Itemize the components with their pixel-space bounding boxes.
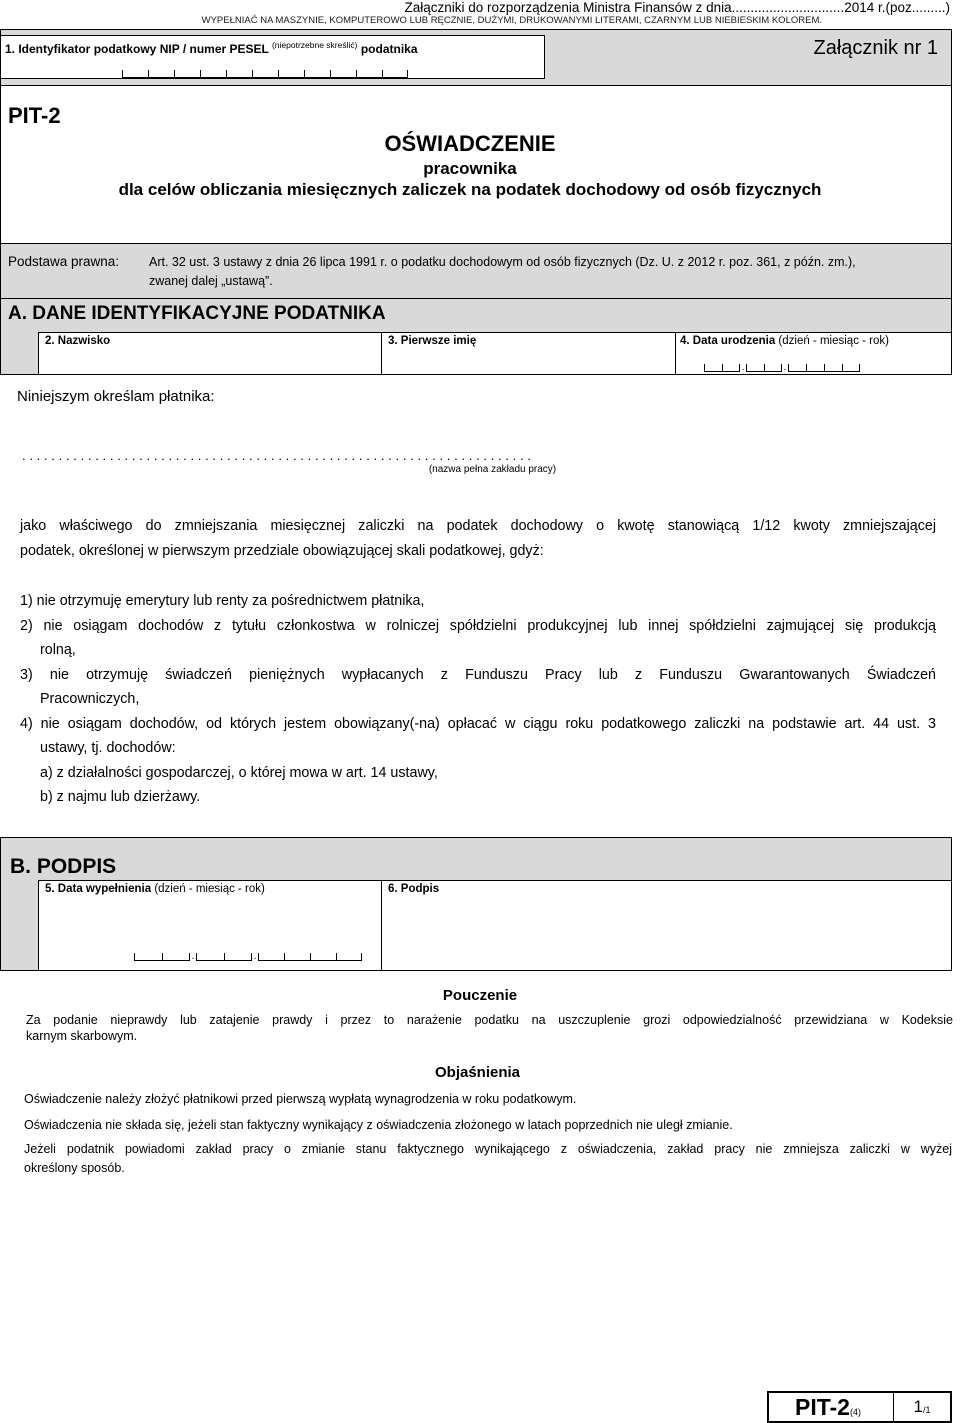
form-subtitle: pracownika bbox=[423, 159, 517, 178]
instruction-title: Pouczenie bbox=[442, 987, 518, 1004]
surname-label: 2. Nazwisko bbox=[45, 335, 111, 347]
declaration-body-line1: jako właściwego do zmniejszania miesięcznej zaliczki na podatek dochodowy o kwotę stanowiącą 1/12 kwoty zmniejszającej bbox=[20, 518, 936, 534]
declaration-intro: Niniejszym określam płatnika: bbox=[17, 388, 215, 405]
explanations-title: Objaśnienia bbox=[434, 1064, 521, 1081]
legal-basis-line2: zwanej dalej „ustawą”. bbox=[149, 274, 273, 288]
explanation-p3-line2: określony sposób. bbox=[24, 1161, 125, 1175]
item-3-line1: 3) nie otrzymuję świadczeń pieniężnych wypłacanych z Funduszu Pracy lub z Funduszu Gwarantowanych Świadczeń bbox=[20, 666, 936, 683]
footer-pages: /1 bbox=[922, 1405, 931, 1415]
item-1: 1) nie otrzymuję emerytury lub renty za pośrednictwem płatnika, bbox=[20, 593, 425, 609]
item-4b: b) z najmu lub dzierżawy. bbox=[40, 789, 201, 805]
item-4a: a) z działalności gospodarczej, o której mowa w art. 14 ustawy, bbox=[40, 764, 438, 781]
item-2-line2: rolną, bbox=[40, 642, 76, 658]
fill-date-hint: (dzień - miesiąc - rok) bbox=[154, 883, 265, 895]
signature-label: 6. Podpis bbox=[388, 883, 440, 895]
fill-date-label-text: 5. Data wypełnienia bbox=[45, 883, 152, 895]
footer-form-box bbox=[767, 1391, 952, 1423]
item-4-line2: ustawy, tj. dochodów: bbox=[40, 740, 176, 756]
signature-field[interactable] bbox=[381, 880, 952, 971]
footer-form-code bbox=[769, 1394, 893, 1421]
fill-instruction: WYPEŁNIAĆ NA MASZYNIE, KOMPUTEROWO LUB RĘCZNIE, DUŻYMI, DRUKOWANYMI LITERAMI, CZARNYM LUB NIEBIESKIM KOLOREM. bbox=[201, 15, 822, 26]
footer-form-code-text: PIT-2 bbox=[795, 1393, 850, 1420]
section-b-title: B. PODPIS bbox=[10, 855, 117, 878]
legal-basis-line1: Art. 32 ust. 3 ustawy z dnia 26 lipca 1991 r. o podatku dochodowym od osób fizycznych (Dz. U. z 2012 r. poz. 361, z późn. zm.), bbox=[149, 255, 856, 269]
item-4-line1: 4) nie osiągam dochodów, od których jestem obowiązany(-na) opłacać w ciągu roku podatkowego zaliczki na podstawie art. 44 ust. 3 bbox=[20, 715, 936, 732]
item-3-line2: Pracowniczych, bbox=[40, 691, 140, 707]
instruction-line1: Za podanie nieprawdy lub zatajenie prawdy i przez to narażenie podatku na uszczuplenie grozi odpowiedzialność przewidziana w Kodeksie bbox=[26, 1013, 953, 1027]
fill-date-boxes[interactable]: . . bbox=[134, 951, 362, 961]
footer-version: (4) bbox=[849, 1406, 861, 1417]
item-2-line1: 2) nie osiągam dochodów z tytułu członkostwa w rolniczej spółdzielni produkcyjnej lub innej spółdzielni zajmującej się produkcją bbox=[20, 617, 936, 634]
first-name-label: 3. Pierwsze imię bbox=[388, 335, 477, 347]
birth-date-label-text: 4. Data urodzenia bbox=[680, 335, 776, 347]
explanation-p3-line1: Jeżeli podatnik powiadomi zakład pracy o zmianie stanu faktycznego wynikającego z oświadczenia, zakład pracy nie zmniejsza zaliczki w wyżej bbox=[24, 1142, 952, 1156]
explanation-p1: Oświadczenie należy złożyć płatnikowi przed pierwszą wypłatą wynagrodzenia w roku podatkowym. bbox=[24, 1092, 577, 1106]
declaration-items bbox=[20, 589, 936, 810]
explanation-p2: Oświadczenia nie składa się, jeżeli stan faktyczny wynikający z oświadczenia złożonego w latach poprzednich nie uległ zmianie. bbox=[24, 1118, 733, 1132]
declaration-body bbox=[20, 514, 936, 563]
declaration-body-line2: podatek, określonej w pierwszym przedziale obowiązującej skali podatkowej, gdyż: bbox=[20, 542, 544, 559]
section-a-title: A. DANE IDENTYFIKACYJNE PODATNIKA bbox=[8, 303, 386, 324]
employer-caption: (nazwa pełna zakładu pracy) bbox=[428, 464, 557, 475]
footer-page: 1 bbox=[913, 1397, 923, 1416]
id-field-note: (niepotrzebne skreślić) bbox=[271, 40, 358, 50]
form-purpose: dla celów obliczania miesięcznych zaliczek na podatek dochodowy od osób fizycznych bbox=[118, 180, 822, 199]
annex-line: Załączniki do rozporządzenia Ministra Finansów z dnia..............................2014 r.(poz.........) bbox=[404, 0, 950, 15]
birth-date-label bbox=[680, 334, 889, 348]
id-field-prefix: 1. Identyfikator podatkowy NIP / numer PESEL bbox=[5, 42, 269, 56]
footer-page-number bbox=[893, 1393, 950, 1421]
id-digit-boxes[interactable] bbox=[122, 68, 408, 78]
employer-dotted-line[interactable]: . . . . . . . . . . . . . . . . . . . . . . . . . . . . . . . . . . . . . . . . . . . . . . . . . . . . . . . . . . . . . . . . . . . . . . bbox=[22, 449, 531, 463]
id-field-label bbox=[5, 38, 418, 56]
legal-basis-label: Podstawa prawna: bbox=[8, 254, 120, 269]
instruction-text bbox=[26, 1012, 953, 1044]
fill-date-label bbox=[45, 882, 265, 896]
form-title: OŚWIADCZENIE bbox=[384, 131, 556, 156]
birth-date-hint: (dzień - miesiąc - rok) bbox=[778, 335, 889, 347]
id-field-suffix: podatnika bbox=[360, 42, 418, 56]
explanation-p3 bbox=[24, 1140, 952, 1178]
instruction-line2: karnym skarbowym. bbox=[26, 1029, 138, 1043]
birth-date-boxes[interactable]: . . bbox=[704, 362, 860, 372]
annex-number: Załącznik nr 1 bbox=[813, 37, 938, 59]
form-code: PIT-2 bbox=[8, 103, 61, 128]
